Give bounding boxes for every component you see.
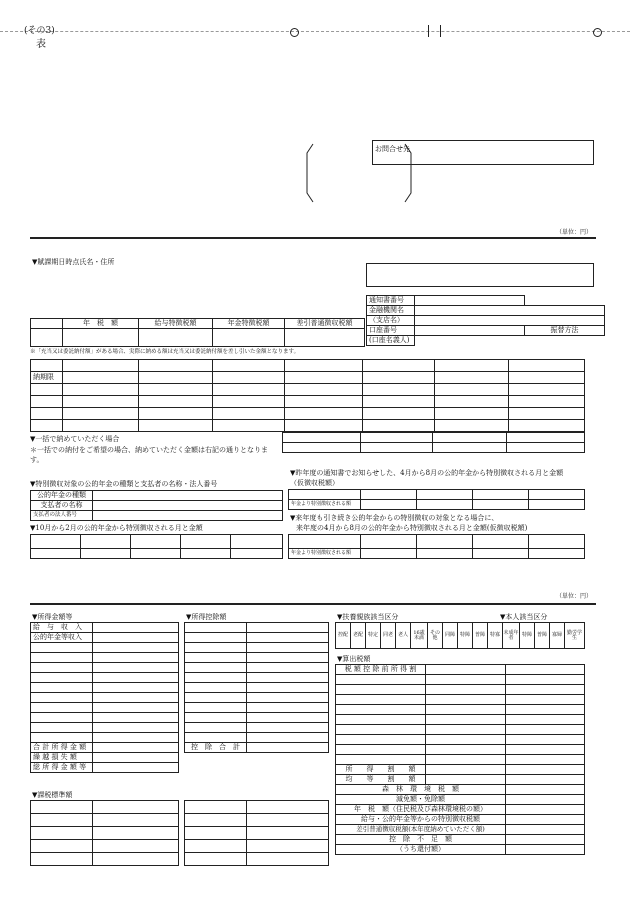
header-salary-withholding: 給与特徴税額 [139,319,213,329]
col-self-special-disabled: 特障 [520,623,535,649]
branch-value [415,316,605,326]
col-spouse: 控配 [336,623,351,649]
standard-table-left [30,800,179,866]
transfer-method-label: 振替方法 [525,326,605,336]
col-minor: 未成年者 [503,623,520,649]
col-elderly-spouse: 老配 [351,623,366,649]
lump-sum-title: ▼一括で納めていただく場合 [30,435,120,443]
due-date-label: 納期限 [31,372,63,384]
payer-corp-number-label: 支払者の法人番号 [31,511,93,521]
loss-carryforward-label: 繰 越 損 失 額 [31,753,93,763]
dependents-title: ▼扶養親族該当区分 [337,613,399,621]
income-levy-label: 所 得 割 額 [336,765,426,775]
gross-income-label: 総 所 得 金 額 等 [31,763,93,773]
col-under-16: 16歳未満 [411,623,428,649]
notice-number-value [415,296,525,306]
section-divider [30,603,596,605]
lump-sum-note-cont: す。 [30,456,44,464]
pension-payer-table [30,490,283,521]
col-working-student: 勤労学生 [565,623,585,649]
inquiry-box [372,140,594,165]
payment-schedule-table [30,359,585,432]
col-special-disabled: 特障 [458,623,473,649]
lump-sum-table [282,432,585,453]
header-annual-tax: 年 税 額 [63,319,139,329]
tick-mark [428,25,429,37]
calc-title: ▼算出税額 [337,655,371,663]
deduction-table [184,622,329,753]
ordinary-collection-label: 差引普通徴収税額(本年度納めていただく額) [336,825,506,835]
col-cohabiting-disabled: 同障 [443,623,458,649]
deduction-shortfall-label: 控 除 不 足 額 [336,835,506,845]
col-self-general-disabled: 普障 [535,623,550,649]
section-divider [30,237,596,239]
pension-payer-title: ▼特別徴収対象の公的年金の種類と支払者の名称・法人番号 [30,480,218,488]
per-capita-levy-label: 均 等 割 額 [336,775,426,785]
tax-amount-table [30,318,365,347]
salary-income-label: 給 与 収 入 [31,623,93,633]
standard-title: ▼課税標準額 [32,791,73,799]
tax-note: ※「充当又は委託納付額」がある場合、実際に納める額は充当又は委託納付額を差し引いた金額となります。 [30,349,300,355]
branch-label: （支店名） [367,316,415,326]
deduction-total-label: 控 除 合 計 [185,743,247,753]
prev-notice-title: ▼昨年度の通知書でお知らせした、4月から8月の公的年金から特別徴収される月と金額 [290,469,564,477]
pension-type-label: 公的年金の種類 [31,491,93,501]
standard-table-right [184,800,329,866]
calc-table [335,664,585,855]
dependents-table [335,622,585,649]
payer-name-label: 支払者の名称 [31,501,93,511]
income-table [30,622,179,773]
bank-info-table [366,295,605,346]
col-widow: 寡婦 [550,623,565,649]
prev-notice-row-label: 年金より特別徴収される額 [289,500,361,510]
tick-mark [440,25,441,37]
prev-notice-subtitle: （仮徴収税額） [290,479,339,487]
special-withholding-label: 給与・公的年金等からの特別徴収税額 [336,815,506,825]
account-number-value [415,326,525,336]
unit-label-2: （単位：円） [556,593,593,600]
col-special-widow: 特寡 [488,623,503,649]
account-holder-label: (口座名義人) [367,336,415,346]
lump-sum-note: ＊一括での納付をご希望の場合、納めていただく金額は右記の通りとなりま [30,446,268,454]
taxpayer-name-title: ▼賦課期日時点氏名・住所 [32,258,115,266]
name-address-box [366,263,594,287]
next-year-table [288,534,585,559]
self-category-title: ▼本人該当区分 [500,613,548,621]
col-general-disabled: 普障 [473,623,488,649]
header-pension-withholding: 年金特徴税額 [213,319,285,329]
page-label: (その3) [24,26,55,36]
inquiry-label: お問合せ先 [375,145,410,153]
income-title: ▼所得金額等 [32,613,73,621]
bank-name-value [415,306,605,316]
side-label: 表 [36,39,46,50]
punch-hole-icon [593,28,602,37]
next-year-subtitle: 来年度の4月から8月の公的年金から特別徴収される月と金額(仮徴収税額) [296,524,528,532]
next-year-title: ▼来年度も引き続き公的年金からの特別徴収の対象となる場合に、 [290,514,499,522]
col-cohabiting-elderly: 同老 [381,623,396,649]
annual-tax-label: 年 税 額（住民税及び森林環境税の額） [336,805,506,815]
forest-env-tax-label: 森 林 環 境 税 額 [336,785,506,795]
deduction-title: ▼所得控除額 [186,613,227,621]
account-number-label: 口座番号 [367,326,415,336]
exemption-label: 減免額・免除額 [336,795,506,805]
col-elderly: 老人 [396,623,411,649]
unit-label: （単位：円） [556,229,593,236]
perforation-line [0,31,630,32]
next-year-row-label: 年金より特別徴収される額 [289,549,361,559]
header-ordinary-collection: 差引普通徴収税額 [285,319,365,329]
total-income-label: 合 計 所 得 金 額 [31,743,93,753]
oct-feb-table [30,534,283,559]
pre-credit-income-levy-label: 税 額 控 除 前 所 得 割 [336,665,426,675]
notice-number-label: 通知書番号 [367,296,415,306]
pension-income-label: 公的年金等収入 [31,633,93,643]
oct-feb-title: ▼10月から2月の公的年金から特別徴収される月と金額 [30,524,203,532]
col-specified: 特定 [366,623,381,649]
refund-label: （うち還付額） [336,845,506,855]
prev-notice-table [288,489,585,510]
col-other: その他 [428,623,443,649]
punch-hole-icon [290,28,299,37]
bank-name-label: 金融機関名 [367,306,415,316]
